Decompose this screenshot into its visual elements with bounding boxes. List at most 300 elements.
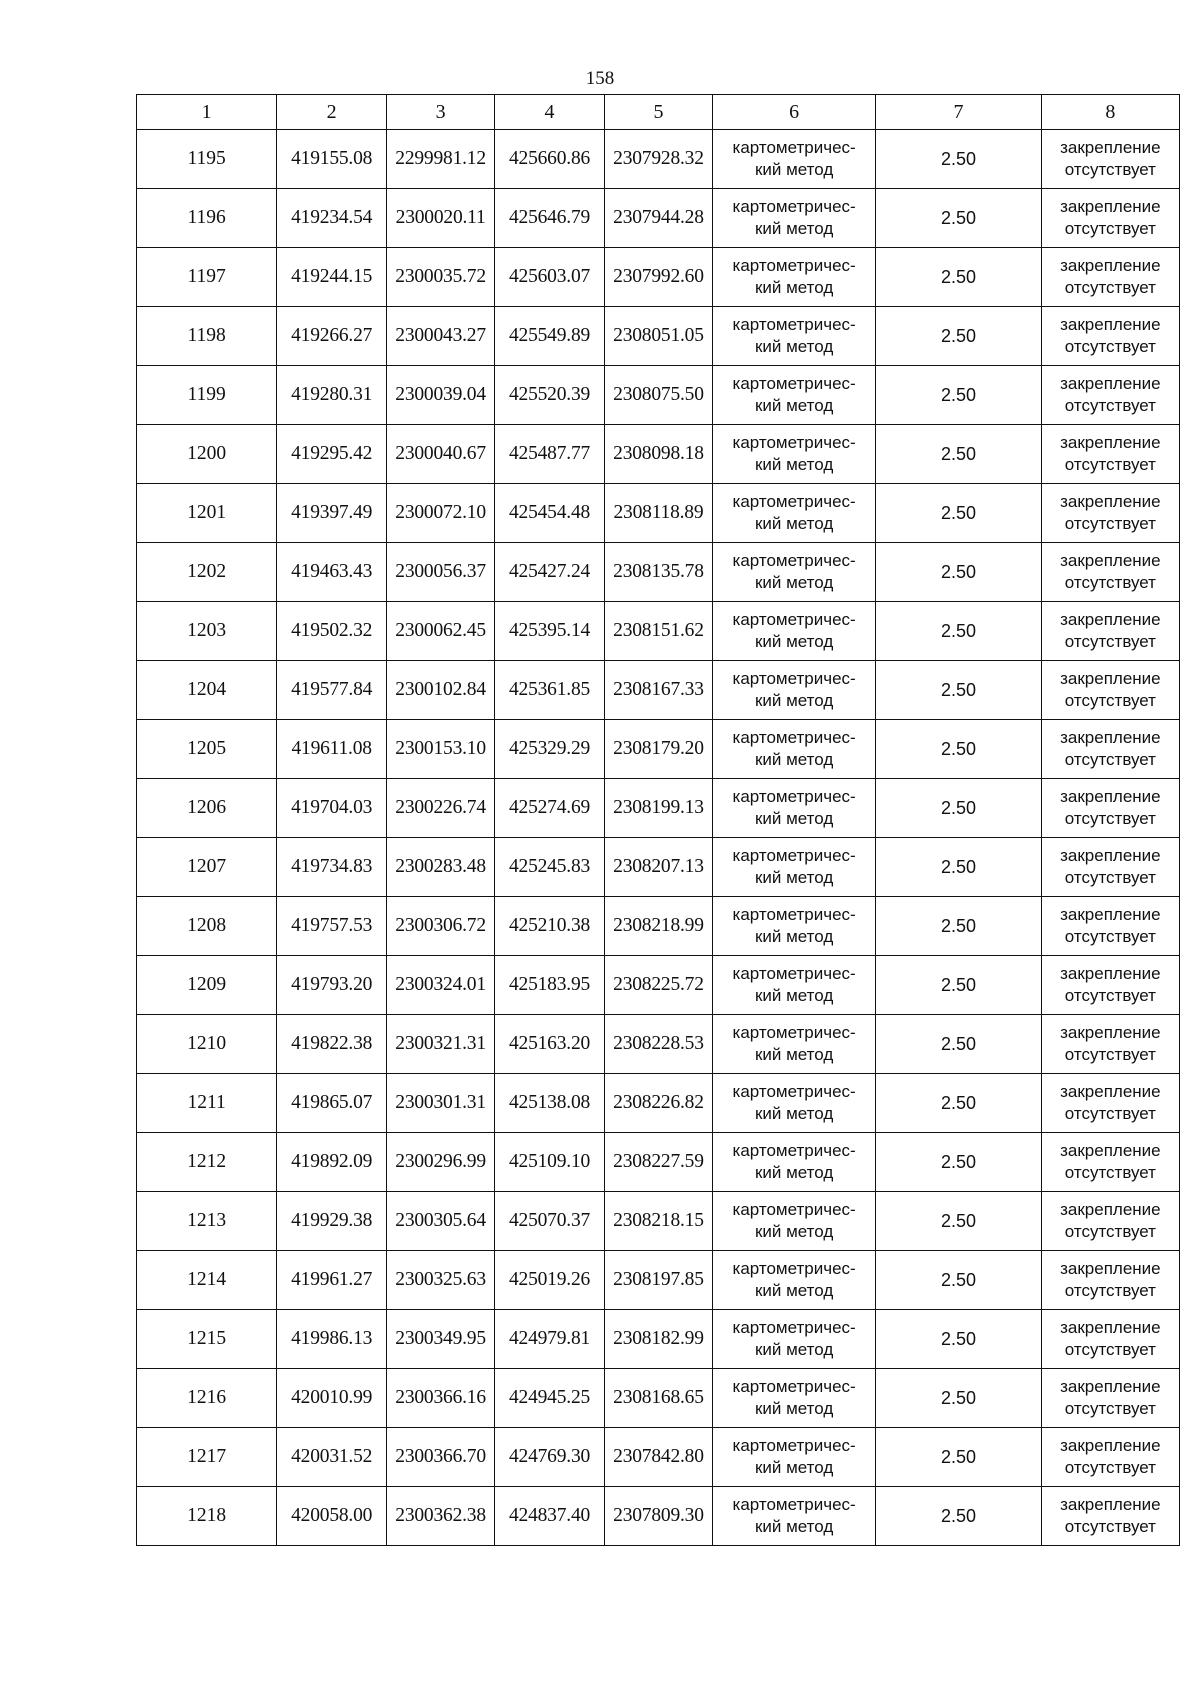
method-line-2: кий метод: [754, 868, 834, 887]
table-row: [137, 248, 1180, 307]
coordinate-cell: 425603.07: [495, 248, 605, 307]
fixing-line-1: закрепление: [1060, 905, 1161, 924]
fixing-cell: [1041, 661, 1179, 720]
coordinate-cell: 2300366.16: [387, 1369, 495, 1428]
accuracy-cell: 2.50: [876, 1133, 1041, 1192]
fixing-line-1: закрепление: [1060, 1082, 1161, 1101]
method-line-1: картометричес-: [732, 905, 856, 924]
table-row: [137, 189, 1180, 248]
point-number-cell: 1199: [137, 366, 277, 425]
coordinate-cell: 2300226.74: [387, 779, 495, 838]
fixing-cell: [1041, 838, 1179, 897]
fixing-line-2: отсутствует: [1064, 396, 1156, 415]
fixing-line-2: отсутствует: [1064, 1104, 1156, 1123]
point-number-cell: 1200: [137, 425, 277, 484]
method-line-2: кий метод: [754, 219, 834, 238]
fixing-line-2: отсутствует: [1064, 1399, 1156, 1418]
coordinate-cell: 2308218.15: [605, 1192, 713, 1251]
fixing-cell: [1041, 366, 1179, 425]
method-line-1: картометричес-: [732, 964, 856, 983]
fixing-line-1: закрепление: [1060, 1023, 1161, 1042]
method-line-2: кий метод: [754, 632, 834, 651]
method-cell: [712, 248, 875, 307]
fixing-line-2: отсутствует: [1064, 632, 1156, 651]
column-header: 2: [277, 95, 387, 130]
coordinate-cell: 425019.26: [495, 1251, 605, 1310]
fixing-cell: [1041, 1192, 1179, 1251]
method-line-2: кий метод: [754, 1281, 834, 1300]
accuracy-cell: 2.50: [876, 248, 1041, 307]
fixing-line-1: закрепление: [1060, 787, 1161, 806]
column-header: 5: [605, 95, 713, 130]
coordinate-cell: 2300283.48: [387, 838, 495, 897]
coordinate-cell: 2300296.99: [387, 1133, 495, 1192]
coordinate-cell: 419734.83: [277, 838, 387, 897]
table-row: [137, 602, 1180, 661]
point-number-cell: 1202: [137, 543, 277, 602]
accuracy-cell: 2.50: [876, 1487, 1041, 1546]
fixing-line-2: отсутствует: [1064, 1517, 1156, 1536]
coordinate-cell: 2308075.50: [605, 366, 713, 425]
coordinate-cell: 419502.32: [277, 602, 387, 661]
coordinate-cell: 2308168.65: [605, 1369, 713, 1428]
fixing-line-1: закрепление: [1060, 138, 1161, 157]
fixing-line-1: закрепление: [1060, 433, 1161, 452]
method-line-1: картометричес-: [732, 374, 856, 393]
coordinate-cell: 2300349.95: [387, 1310, 495, 1369]
method-cell: [712, 307, 875, 366]
table-header: [137, 95, 1180, 130]
method-line-1: картометричес-: [732, 551, 856, 570]
fixing-line-2: отсутствует: [1064, 986, 1156, 1005]
coordinate-cell: 425329.29: [495, 720, 605, 779]
fixing-cell: [1041, 1074, 1179, 1133]
fixing-cell: [1041, 602, 1179, 661]
method-line-2: кий метод: [754, 278, 834, 297]
coordinate-cell: 424837.40: [495, 1487, 605, 1546]
fixing-line-1: закрепление: [1060, 551, 1161, 570]
coordinate-cell: 419611.08: [277, 720, 387, 779]
coordinate-cell: 419704.03: [277, 779, 387, 838]
fixing-line-2: отсутствует: [1064, 573, 1156, 592]
point-number-cell: 1201: [137, 484, 277, 543]
method-line-2: кий метод: [754, 337, 834, 356]
header-row: [137, 95, 1180, 130]
fixing-line-2: отсутствует: [1064, 278, 1156, 297]
coordinate-cell: 2308118.89: [605, 484, 713, 543]
method-line-1: картометричес-: [732, 1495, 856, 1514]
method-cell: [712, 779, 875, 838]
table-row: [137, 779, 1180, 838]
fixing-line-1: закрепление: [1060, 197, 1161, 216]
fixing-line-2: отсутствует: [1064, 750, 1156, 769]
method-line-1: картометричес-: [732, 846, 856, 865]
accuracy-cell: 2.50: [876, 602, 1041, 661]
coordinate-cell: 2308135.78: [605, 543, 713, 602]
fixing-line-2: отсутствует: [1064, 1222, 1156, 1241]
point-number-cell: 1204: [137, 661, 277, 720]
table-row: [137, 1251, 1180, 1310]
method-line-2: кий метод: [754, 160, 834, 179]
page-number: 158: [585, 68, 615, 89]
table-row: [137, 720, 1180, 779]
coordinate-cell: 2308179.20: [605, 720, 713, 779]
method-cell: [712, 425, 875, 484]
fixing-cell: [1041, 1251, 1179, 1310]
fixing-line-2: отсутствует: [1064, 1045, 1156, 1064]
accuracy-cell: 2.50: [876, 543, 1041, 602]
fixing-line-1: закрепление: [1060, 315, 1161, 334]
fixing-line-2: отсутствует: [1064, 160, 1156, 179]
fixing-line-1: закрепление: [1060, 964, 1161, 983]
accuracy-cell: 2.50: [876, 838, 1041, 897]
table-row: [137, 425, 1180, 484]
coordinate-cell: 419822.38: [277, 1015, 387, 1074]
coordinate-cell: 425183.95: [495, 956, 605, 1015]
coordinate-cell: 425427.24: [495, 543, 605, 602]
point-number-cell: 1195: [137, 130, 277, 189]
table-row: [137, 307, 1180, 366]
table-row: [137, 130, 1180, 189]
fixing-cell: [1041, 779, 1179, 838]
method-cell: [712, 1015, 875, 1074]
coordinate-cell: 419244.15: [277, 248, 387, 307]
coordinate-cell: 2300040.67: [387, 425, 495, 484]
point-number-cell: 1217: [137, 1428, 277, 1487]
coordinate-cell: 2300301.31: [387, 1074, 495, 1133]
fixing-line-1: закрепление: [1060, 669, 1161, 688]
coordinate-cell: 2308167.33: [605, 661, 713, 720]
fixing-line-1: закрепление: [1060, 1318, 1161, 1337]
coordinate-cell: 2308218.99: [605, 897, 713, 956]
method-line-1: картометричес-: [732, 256, 856, 275]
method-cell: [712, 543, 875, 602]
column-header: 7: [876, 95, 1041, 130]
accuracy-cell: 2.50: [876, 189, 1041, 248]
coordinate-cell: 2300062.45: [387, 602, 495, 661]
fixing-line-2: отсутствует: [1064, 1281, 1156, 1300]
method-line-2: кий метод: [754, 396, 834, 415]
accuracy-cell: 2.50: [876, 1310, 1041, 1369]
method-line-2: кий метод: [754, 573, 834, 592]
column-header: 6: [712, 95, 875, 130]
fixing-cell: [1041, 1133, 1179, 1192]
point-number-cell: 1215: [137, 1310, 277, 1369]
method-cell: [712, 1487, 875, 1546]
method-line-2: кий метод: [754, 1340, 834, 1359]
coordinate-cell: 2308182.99: [605, 1310, 713, 1369]
table-row: [137, 838, 1180, 897]
coordinate-cell: 425395.14: [495, 602, 605, 661]
fixing-line-1: закрепление: [1060, 610, 1161, 629]
method-cell: [712, 366, 875, 425]
method-line-1: картометричес-: [732, 1436, 856, 1455]
fixing-line-2: отсутствует: [1064, 1458, 1156, 1477]
table-row: [137, 956, 1180, 1015]
method-line-2: кий метод: [754, 514, 834, 533]
accuracy-cell: 2.50: [876, 956, 1041, 1015]
method-line-2: кий метод: [754, 1163, 834, 1182]
method-line-2: кий метод: [754, 750, 834, 769]
coordinate-cell: 425646.79: [495, 189, 605, 248]
coordinate-cell: 419892.09: [277, 1133, 387, 1192]
coordinate-cell: 2300043.27: [387, 307, 495, 366]
fixing-cell: [1041, 956, 1179, 1015]
coordinate-cell: 419397.49: [277, 484, 387, 543]
accuracy-cell: 2.50: [876, 897, 1041, 956]
coordinate-cell: 2300039.04: [387, 366, 495, 425]
fixing-cell: [1041, 425, 1179, 484]
coordinate-cell: 2307992.60: [605, 248, 713, 307]
coordinate-cell: 2307928.32: [605, 130, 713, 189]
fixing-cell: [1041, 130, 1179, 189]
coordinate-cell: 425245.83: [495, 838, 605, 897]
accuracy-cell: 2.50: [876, 425, 1041, 484]
coordinate-cell: 2299981.12: [387, 130, 495, 189]
coordinate-cell: 420031.52: [277, 1428, 387, 1487]
coordinate-cell: 419793.20: [277, 956, 387, 1015]
coordinate-cell: 2308098.18: [605, 425, 713, 484]
accuracy-cell: 2.50: [876, 1369, 1041, 1428]
point-number-cell: 1211: [137, 1074, 277, 1133]
coordinate-cell: 2300102.84: [387, 661, 495, 720]
coordinate-cell: 425274.69: [495, 779, 605, 838]
point-number-cell: 1196: [137, 189, 277, 248]
column-header: 4: [495, 95, 605, 130]
table-row: [137, 484, 1180, 543]
fixing-cell: [1041, 1428, 1179, 1487]
table-row: [137, 543, 1180, 602]
accuracy-cell: 2.50: [876, 1251, 1041, 1310]
coordinate-cell: 424979.81: [495, 1310, 605, 1369]
coordinate-cell: 420010.99: [277, 1369, 387, 1428]
accuracy-cell: 2.50: [876, 1192, 1041, 1251]
method-cell: [712, 897, 875, 956]
coordinate-cell: 419757.53: [277, 897, 387, 956]
method-cell: [712, 1251, 875, 1310]
method-line-2: кий метод: [754, 1517, 834, 1536]
column-header: 1: [137, 95, 277, 130]
fixing-cell: [1041, 1310, 1179, 1369]
coordinate-cell: 419266.27: [277, 307, 387, 366]
coordinate-cell: 2307944.28: [605, 189, 713, 248]
fixing-line-2: отсутствует: [1064, 337, 1156, 356]
coordinate-cell: 425138.08: [495, 1074, 605, 1133]
fixing-line-2: отсутствует: [1064, 691, 1156, 710]
fixing-line-1: закрепление: [1060, 1377, 1161, 1396]
method-line-1: картометричес-: [732, 728, 856, 747]
method-line-1: картометричес-: [732, 1023, 856, 1042]
coordinate-cell: 419577.84: [277, 661, 387, 720]
coordinate-cell: 2300305.64: [387, 1192, 495, 1251]
point-number-cell: 1206: [137, 779, 277, 838]
coordinate-cell: 424769.30: [495, 1428, 605, 1487]
coordinate-cell: 2307809.30: [605, 1487, 713, 1546]
coordinate-cell: 425109.10: [495, 1133, 605, 1192]
coordinate-cell: 2308207.13: [605, 838, 713, 897]
coordinate-cell: 425520.39: [495, 366, 605, 425]
method-line-1: картометричес-: [732, 1318, 856, 1337]
method-cell: [712, 1369, 875, 1428]
fixing-line-1: закрепление: [1060, 1141, 1161, 1160]
method-line-1: картометричес-: [732, 669, 856, 688]
coordinate-cell: 2300325.63: [387, 1251, 495, 1310]
table-body: [137, 130, 1180, 1546]
fixing-line-1: закрепление: [1060, 846, 1161, 865]
point-number-cell: 1213: [137, 1192, 277, 1251]
coordinate-cell: 2308226.82: [605, 1074, 713, 1133]
point-number-cell: 1205: [137, 720, 277, 779]
table-row: [137, 897, 1180, 956]
method-cell: [712, 1133, 875, 1192]
fixing-line-2: отсутствует: [1064, 927, 1156, 946]
coordinate-cell: 2300324.01: [387, 956, 495, 1015]
fixing-line-1: закрепление: [1060, 728, 1161, 747]
coordinate-cell: 425660.86: [495, 130, 605, 189]
point-number-cell: 1208: [137, 897, 277, 956]
accuracy-cell: 2.50: [876, 130, 1041, 189]
method-line-1: картометричес-: [732, 1259, 856, 1278]
method-cell: [712, 661, 875, 720]
method-line-1: картометричес-: [732, 492, 856, 511]
coordinate-cell: 2300020.11: [387, 189, 495, 248]
method-line-2: кий метод: [754, 455, 834, 474]
coordinates-table: [136, 94, 1180, 1546]
coordinate-cell: 419463.43: [277, 543, 387, 602]
table-row: [137, 1133, 1180, 1192]
method-line-1: картометричес-: [732, 197, 856, 216]
method-line-1: картометричес-: [732, 787, 856, 806]
coordinate-cell: 2308225.72: [605, 956, 713, 1015]
table-row: [137, 1310, 1180, 1369]
fixing-line-2: отсутствует: [1064, 514, 1156, 533]
fixing-cell: [1041, 307, 1179, 366]
coordinate-cell: 2300056.37: [387, 543, 495, 602]
coordinate-cell: 419961.27: [277, 1251, 387, 1310]
coordinate-cell: 419865.07: [277, 1074, 387, 1133]
accuracy-cell: 2.50: [876, 720, 1041, 779]
method-cell: [712, 484, 875, 543]
point-number-cell: 1218: [137, 1487, 277, 1546]
fixing-line-2: отсутствует: [1064, 219, 1156, 238]
coordinate-cell: 419234.54: [277, 189, 387, 248]
method-line-1: картометричес-: [732, 315, 856, 334]
coordinate-cell: 424945.25: [495, 1369, 605, 1428]
coordinate-cell: 2300035.72: [387, 248, 495, 307]
method-line-2: кий метод: [754, 809, 834, 828]
method-line-1: картометричес-: [732, 610, 856, 629]
table-row: [137, 1015, 1180, 1074]
fixing-line-1: закрепление: [1060, 1259, 1161, 1278]
fixing-line-1: закрепление: [1060, 492, 1161, 511]
method-line-1: картометричес-: [732, 1377, 856, 1396]
coordinate-cell: 2308151.62: [605, 602, 713, 661]
method-cell: [712, 720, 875, 779]
coordinate-cell: 425163.20: [495, 1015, 605, 1074]
fixing-line-1: закрепление: [1060, 1436, 1161, 1455]
coordinate-cell: 2308227.59: [605, 1133, 713, 1192]
coordinate-cell: 2307842.80: [605, 1428, 713, 1487]
accuracy-cell: 2.50: [876, 1015, 1041, 1074]
coordinate-cell: 2308197.85: [605, 1251, 713, 1310]
method-line-2: кий метод: [754, 691, 834, 710]
coordinate-cell: 419280.31: [277, 366, 387, 425]
method-cell: [712, 1428, 875, 1487]
method-cell: [712, 956, 875, 1015]
coordinate-cell: 419155.08: [277, 130, 387, 189]
coordinate-cell: 419295.42: [277, 425, 387, 484]
accuracy-cell: 2.50: [876, 779, 1041, 838]
coordinate-cell: 2308228.53: [605, 1015, 713, 1074]
accuracy-cell: 2.50: [876, 307, 1041, 366]
table-row: [137, 1369, 1180, 1428]
accuracy-cell: 2.50: [876, 1074, 1041, 1133]
coordinate-cell: 425549.89: [495, 307, 605, 366]
coordinate-cell: 2300153.10: [387, 720, 495, 779]
method-line-2: кий метод: [754, 1045, 834, 1064]
method-line-1: картометричес-: [732, 1082, 856, 1101]
fixing-line-2: отсутствует: [1064, 1163, 1156, 1182]
method-line-2: кий метод: [754, 1104, 834, 1123]
method-cell: [712, 838, 875, 897]
fixing-line-1: закрепление: [1060, 1200, 1161, 1219]
fixing-line-1: закрепление: [1060, 374, 1161, 393]
coordinate-cell: 2300072.10: [387, 484, 495, 543]
column-header: 8: [1041, 95, 1179, 130]
method-line-1: картометричес-: [732, 1141, 856, 1160]
method-cell: [712, 1074, 875, 1133]
coordinate-cell: 425210.38: [495, 897, 605, 956]
method-line-2: кий метод: [754, 1458, 834, 1477]
fixing-cell: [1041, 720, 1179, 779]
table-row: [137, 1428, 1180, 1487]
fixing-cell: [1041, 1487, 1179, 1546]
coordinate-cell: 2300362.38: [387, 1487, 495, 1546]
method-line-1: картометричес-: [732, 433, 856, 452]
fixing-line-1: закрепление: [1060, 1495, 1161, 1514]
fixing-line-2: отсутствует: [1064, 868, 1156, 887]
fixing-cell: [1041, 897, 1179, 956]
method-cell: [712, 602, 875, 661]
point-number-cell: 1207: [137, 838, 277, 897]
fixing-cell: [1041, 189, 1179, 248]
fixing-cell: [1041, 543, 1179, 602]
coordinate-cell: 2300321.31: [387, 1015, 495, 1074]
method-cell: [712, 189, 875, 248]
method-line-1: картометричес-: [732, 138, 856, 157]
point-number-cell: 1216: [137, 1369, 277, 1428]
column-header: 3: [387, 95, 495, 130]
table-row: [137, 1074, 1180, 1133]
accuracy-cell: 2.50: [876, 1428, 1041, 1487]
table-row: [137, 1192, 1180, 1251]
coordinate-cell: 419929.38: [277, 1192, 387, 1251]
table-row: [137, 1487, 1180, 1546]
coordinate-cell: 2300306.72: [387, 897, 495, 956]
method-line-2: кий метод: [754, 927, 834, 946]
fixing-cell: [1041, 484, 1179, 543]
point-number-cell: 1197: [137, 248, 277, 307]
method-cell: [712, 1310, 875, 1369]
table-row: [137, 366, 1180, 425]
method-line-2: кий метод: [754, 986, 834, 1005]
accuracy-cell: 2.50: [876, 661, 1041, 720]
method-line-2: кий метод: [754, 1222, 834, 1241]
fixing-line-2: отсутствует: [1064, 809, 1156, 828]
coordinate-cell: 2308199.13: [605, 779, 713, 838]
point-number-cell: 1203: [137, 602, 277, 661]
fixing-cell: [1041, 1015, 1179, 1074]
